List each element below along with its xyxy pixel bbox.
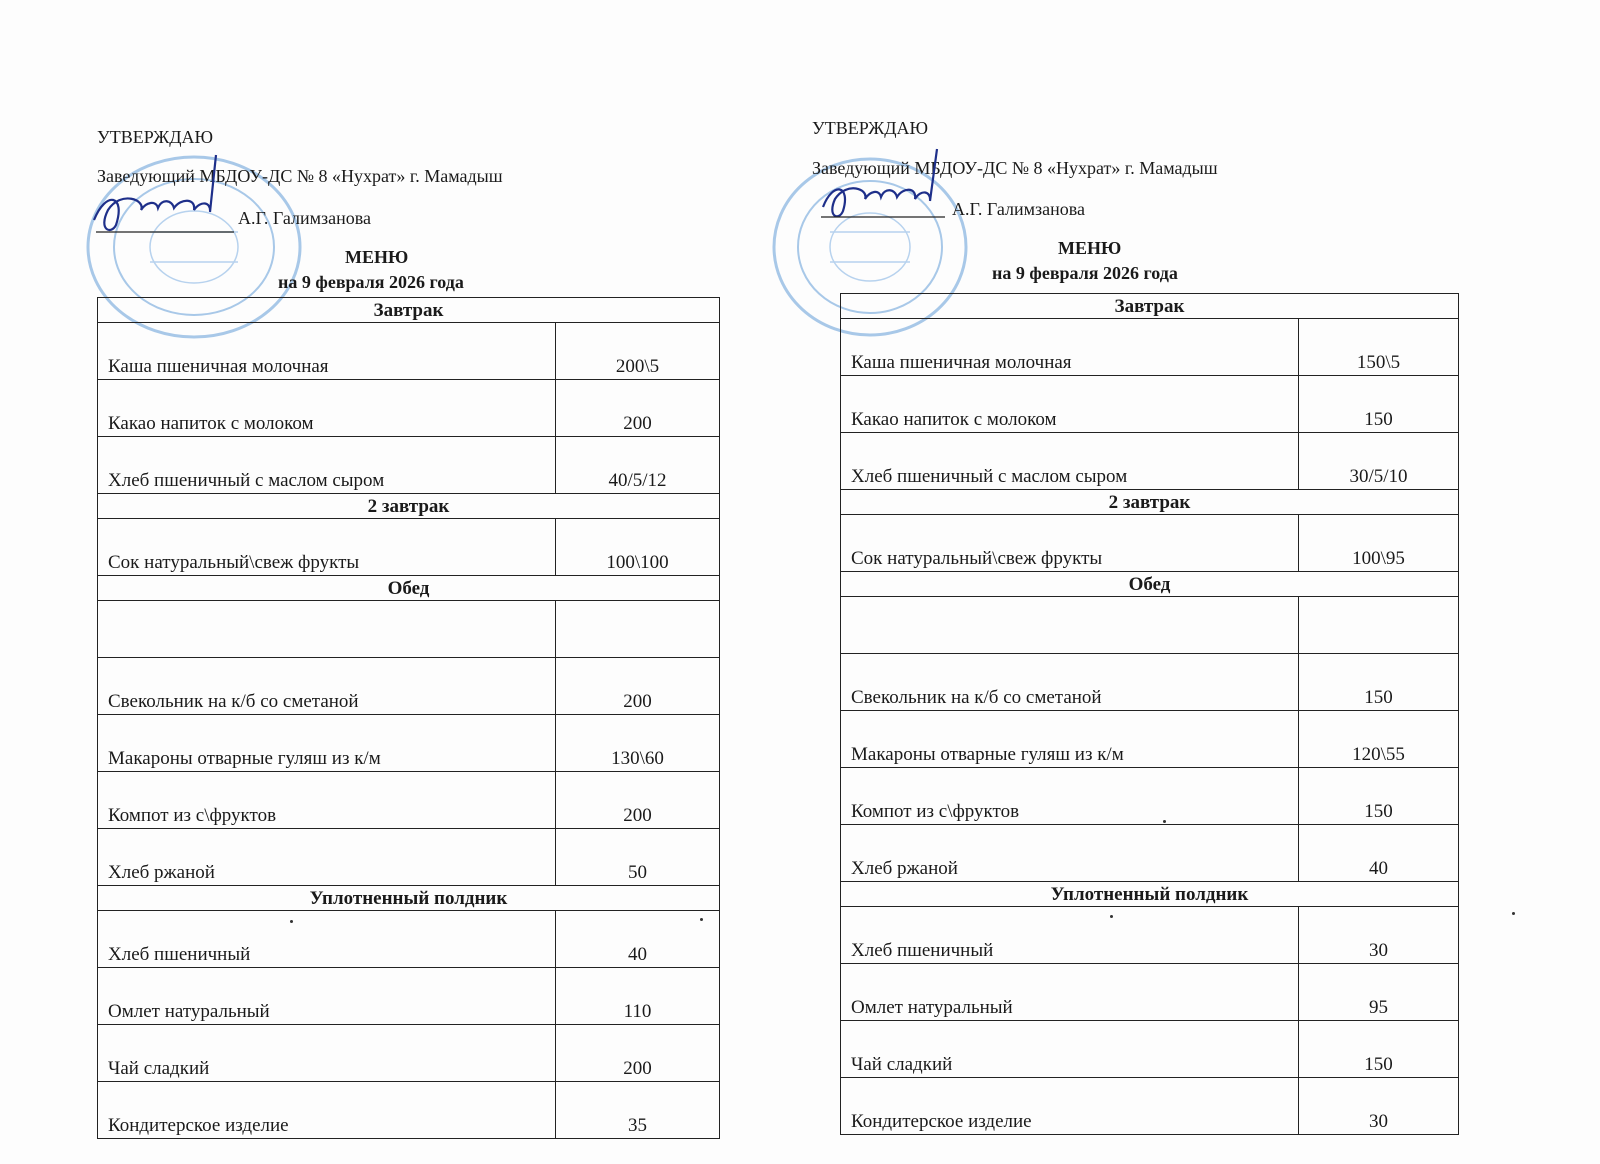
table-row [841, 597, 1459, 654]
portion-size: 130\60 [556, 715, 720, 772]
section-title: Завтрак [98, 298, 720, 323]
portion-size [556, 601, 720, 658]
table-row [841, 515, 1459, 572]
dish-name: Компот из с\фруктов [841, 768, 1299, 825]
section-title: Уплотненный полдник [98, 886, 720, 911]
table-row [98, 519, 720, 576]
table-row [841, 654, 1459, 711]
section-title: 2 завтрак [841, 490, 1459, 515]
dish-name: Омлет натуральный [98, 968, 556, 1025]
portion-size: 150 [1299, 1021, 1459, 1078]
table-row [98, 601, 720, 658]
scan-speck [1163, 820, 1166, 823]
director-line: Заведующий МБДОУ-ДС № 8 «Нухрат» г. Мамадыш [97, 166, 503, 186]
portion-size: 100\100 [556, 519, 720, 576]
dish-name: Кондитерское изделие [841, 1078, 1299, 1135]
menu-table-right [840, 293, 1459, 1135]
table-row [841, 825, 1459, 882]
section-title: Обед [98, 576, 720, 601]
dish-name: Омлет натуральный [841, 964, 1299, 1021]
menu-table-left [97, 297, 720, 1139]
section-header [98, 298, 720, 323]
handwritten-signature [815, 145, 955, 225]
table-row [98, 323, 720, 380]
dish-name: Кондитерское изделие [98, 1082, 556, 1139]
portion-size: 200\5 [556, 323, 720, 380]
section-title: Уплотненный полдник [841, 882, 1459, 907]
table-row [98, 968, 720, 1025]
portion-size: 150\5 [1299, 319, 1459, 376]
dish-name: Хлеб ржаной [841, 825, 1299, 882]
portion-size: 30/5/10 [1299, 433, 1459, 490]
signer-name: А.Г. Галимзанова [952, 199, 1085, 219]
dish-name: Хлеб пшеничный [98, 911, 556, 968]
handwritten-signature [86, 150, 246, 240]
table-row [98, 658, 720, 715]
table-row [841, 964, 1459, 1021]
table-row [841, 319, 1459, 376]
portion-size: 40/5/12 [556, 437, 720, 494]
table-row [98, 911, 720, 968]
table-row [98, 1025, 720, 1082]
portion-size: 150 [1299, 376, 1459, 433]
table-row [98, 829, 720, 886]
portion-size: 50 [556, 829, 720, 886]
table-row [841, 907, 1459, 964]
approval-heading: УТВЕРЖДАЮ [97, 127, 214, 147]
dish-name [841, 597, 1299, 654]
table-row [841, 433, 1459, 490]
portion-size: 200 [556, 658, 720, 715]
portion-size: 40 [556, 911, 720, 968]
menu-title: МЕНЮ [1058, 238, 1122, 258]
dish-name: Хлеб пшеничный с маслом сыром [841, 433, 1299, 490]
dish-name: Хлеб ржаной [98, 829, 556, 886]
dish-name: Свекольник на к/б со сметаной [98, 658, 556, 715]
approval-heading: УТВЕРЖДАЮ [812, 118, 929, 138]
table-row [841, 1078, 1459, 1135]
dish-name: Чай сладкий [841, 1021, 1299, 1078]
table-row [98, 715, 720, 772]
signer-name: А.Г. Галимзанова [238, 208, 371, 228]
scan-speck [1110, 915, 1113, 918]
portion-size [1299, 597, 1459, 654]
dish-name: Какао напиток с молоком [98, 380, 556, 437]
scan-speck [290, 920, 293, 923]
dish-name: Макароны отварные гуляш из к/м [98, 715, 556, 772]
dish-name: Какао напиток с молоком [841, 376, 1299, 433]
table-row [841, 711, 1459, 768]
portion-size: 150 [1299, 654, 1459, 711]
dish-name: Сок натуральный\свеж фрукты [98, 519, 556, 576]
dish-name: Компот из с\фруктов [98, 772, 556, 829]
menu-date: на 9 февраля 2026 года [278, 272, 464, 292]
portion-size: 200 [556, 380, 720, 437]
table-row [98, 380, 720, 437]
portion-size: 150 [1299, 768, 1459, 825]
portion-size: 35 [556, 1082, 720, 1139]
dish-name: Каша пшеничная молочная [98, 323, 556, 380]
section-title: 2 завтрак [98, 494, 720, 519]
portion-size: 100\95 [1299, 515, 1459, 572]
director-line: Заведующий МБДОУ-ДС № 8 «Нухрат» г. Мамадыш [812, 158, 1218, 178]
menu-date: на 9 февраля 2026 года [992, 263, 1178, 283]
dish-name: Хлеб пшеничный [841, 907, 1299, 964]
portion-size: 110 [556, 968, 720, 1025]
table-row [841, 768, 1459, 825]
menu-title: МЕНЮ [345, 247, 409, 267]
dish-name: Макароны отварные гуляш из к/м [841, 711, 1299, 768]
portion-size: 30 [1299, 907, 1459, 964]
scan-speck [1512, 912, 1515, 915]
dish-name [98, 601, 556, 658]
table-row [98, 437, 720, 494]
portion-size: 40 [1299, 825, 1459, 882]
section-title: Завтрак [841, 294, 1459, 319]
dish-name: Чай сладкий [98, 1025, 556, 1082]
portion-size: 120\55 [1299, 711, 1459, 768]
table-row [98, 1082, 720, 1139]
scan-speck [700, 918, 703, 921]
section-header [98, 576, 720, 601]
portion-size: 200 [556, 1025, 720, 1082]
section-header [841, 882, 1459, 907]
table-row [98, 772, 720, 829]
dish-name: Свекольник на к/б со сметаной [841, 654, 1299, 711]
section-header [841, 490, 1459, 515]
section-header [841, 572, 1459, 597]
dish-name: Сок натуральный\свеж фрукты [841, 515, 1299, 572]
section-header [98, 886, 720, 911]
dish-name: Каша пшеничная молочная [841, 319, 1299, 376]
portion-size: 200 [556, 772, 720, 829]
table-row [841, 376, 1459, 433]
section-header [841, 294, 1459, 319]
section-header [98, 494, 720, 519]
portion-size: 30 [1299, 1078, 1459, 1135]
portion-size: 95 [1299, 964, 1459, 1021]
table-row [841, 1021, 1459, 1078]
section-title: Обед [841, 572, 1459, 597]
dish-name: Хлеб пшеничный с маслом сыром [98, 437, 556, 494]
